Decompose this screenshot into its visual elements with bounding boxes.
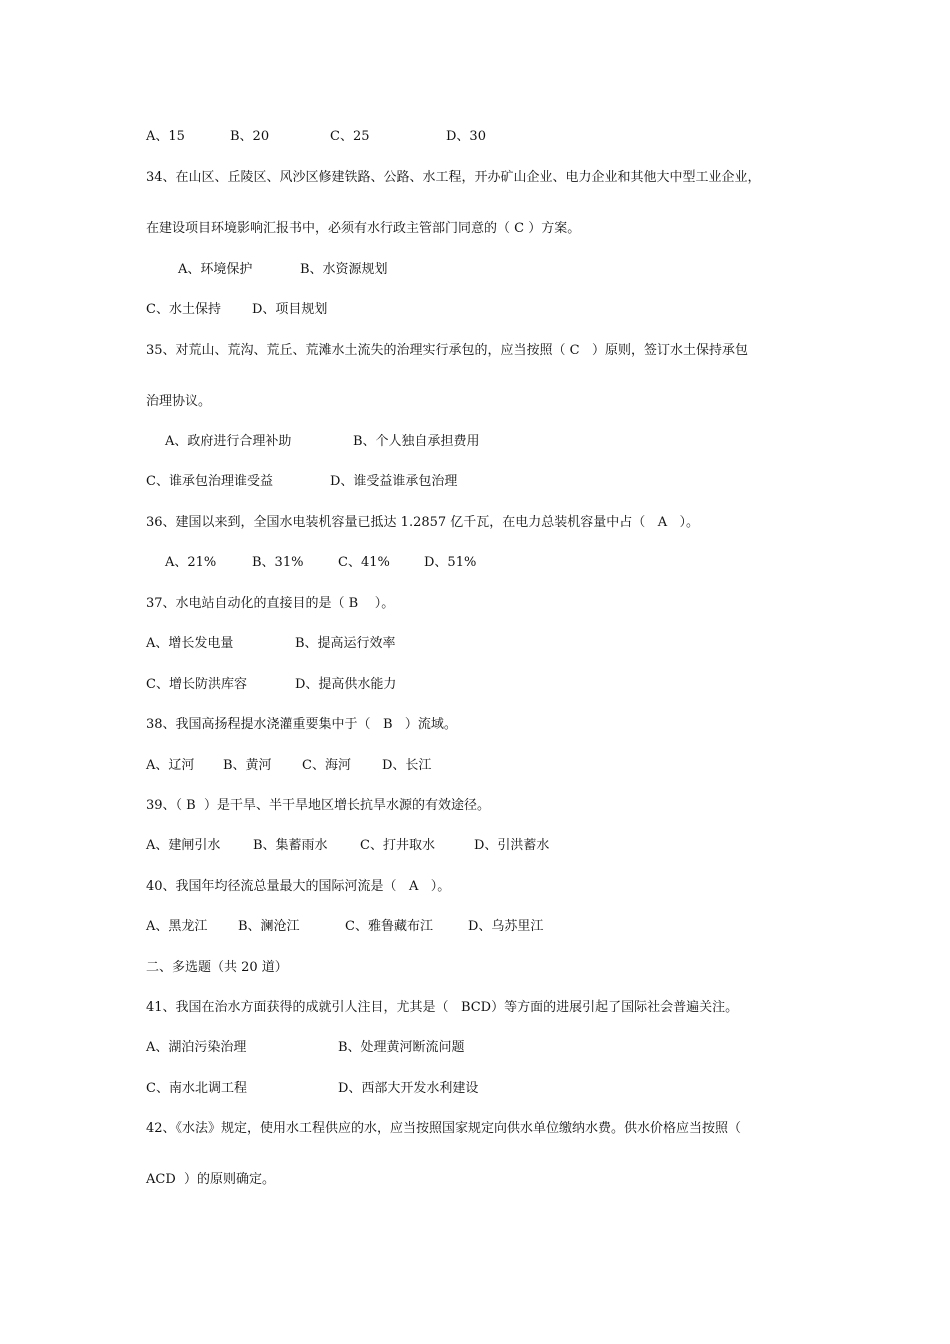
q39-question-line1: 39、（ B ）是干旱、半干旱地区增长抗旱水源的有效途径。: [146, 798, 490, 813]
q39-option-a: A、建闸引水: [146, 838, 221, 853]
section-title-multiple-choice: 二、多选题（共 20 道）: [146, 960, 288, 975]
q41-option-d: D、西部大开发水利建设: [338, 1081, 479, 1096]
q34-option-a: A、环境保护: [178, 262, 253, 277]
q33-option-c: C、25: [330, 129, 370, 144]
q41-option-a: A、湖泊污染治理: [146, 1040, 247, 1055]
q41-question-line1: 41、我国在治水方面获得的成就引人注目，尤其是（ BCD）等方面的进展引起了国际社会普遍关注。: [146, 1000, 739, 1015]
q41-option-c: C、南水北调工程: [146, 1081, 247, 1096]
q35-option-b: B、个人独自承担费用: [353, 434, 480, 449]
q35-question-line2: 治理协议。: [146, 394, 212, 409]
q35-question-line1: 35、对荒山、荒沟、荒丘、荒滩水土流失的治理实行承包的，应当按照（ C ）原则，签订水土保持承包: [146, 343, 749, 358]
q38-option-b: B、黄河: [223, 758, 272, 773]
q41-option-b: B、处理黄河断流问题: [338, 1040, 465, 1055]
q33-option-d: D、30: [446, 129, 486, 144]
q38-option-c: C、海河: [302, 758, 351, 773]
q42-question-line1: 42、《水法》规定，使用水工程供应的水，应当按照国家规定向供水单位缴纳水费。供水价格应当按照（: [146, 1121, 742, 1136]
q33-option-b: B、20: [230, 129, 270, 144]
q38-option-d: D、长江: [382, 758, 432, 773]
q39-option-b: B、集蓄雨水: [253, 838, 328, 853]
q34-option-d: D、项目规划: [252, 302, 328, 317]
q37-option-c: C、增长防洪库容: [146, 677, 247, 692]
q37-question-line1: 37、水电站自动化的直接目的是（ B ）。: [146, 596, 395, 611]
q40-option-a: A、黑龙江: [146, 919, 208, 934]
q42-question-line2: ACD ）的原则确定。: [146, 1172, 276, 1187]
q34-option-c: C、水土保持: [146, 302, 221, 317]
q40-question-line1: 40、我国年均径流总量最大的国际河流是（ A ）。: [146, 879, 451, 894]
q39-option-c: C、打井取水: [360, 838, 435, 853]
q37-option-b: B、提高运行效率: [295, 636, 396, 651]
q34-option-b: B、水资源规划: [300, 262, 388, 277]
q40-option-c: C、雅鲁藏布江: [345, 919, 433, 934]
q38-option-a: A、辽河: [146, 758, 195, 773]
q38-question-line1: 38、我国高扬程提水浇灌重要集中于（ B ）流域。: [146, 717, 457, 732]
q39-option-d: D、引洪蓄水: [474, 838, 550, 853]
q34-question-line1: 34、在山区、丘陵区、风沙区修建铁路、公路、水工程，开办矿山企业、电力企业和其他大中型工业企业，: [146, 170, 761, 185]
q35-option-a: A、政府进行合理补助: [165, 434, 292, 449]
q40-option-b: B、澜沧江: [238, 919, 300, 934]
q36-question-line1: 36、建国以来到，全国水电装机容量已抵达 1.2857 亿千瓦，在电力总装机容量中占（ A ）。: [146, 515, 699, 530]
q33-option-a: A、15: [146, 129, 185, 144]
q36-option-b: B、31%: [252, 555, 304, 570]
q36-option-c: C、41%: [338, 555, 390, 570]
q37-option-a: A、增长发电量: [146, 636, 234, 651]
q36-option-d: D、51%: [424, 555, 477, 570]
q35-option-c: C、谁承包治理谁受益: [146, 474, 273, 489]
q37-option-d: D、提高供水能力: [295, 677, 397, 692]
q34-question-line2: 在建设项目环境影响汇报书中，必须有水行政主管部门同意的（ C ）方案。: [146, 221, 581, 236]
q40-option-d: D、乌苏里江: [468, 919, 544, 934]
q35-option-d: D、谁受益谁承包治理: [330, 474, 458, 489]
q36-option-a: A、21%: [165, 555, 217, 570]
